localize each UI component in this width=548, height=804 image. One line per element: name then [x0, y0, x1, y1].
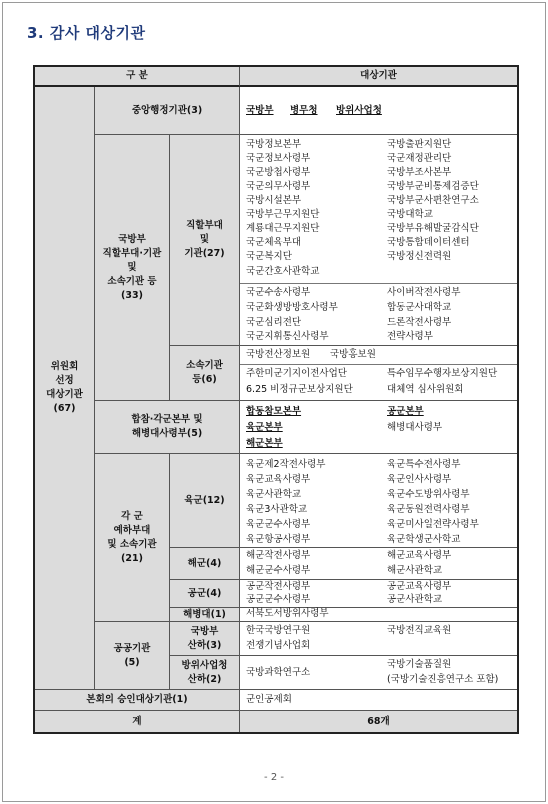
- army-unit: 육군항공사령부: [246, 534, 311, 545]
- dapa-sub-label: [170, 656, 240, 690]
- direct-unit: 국군지휘통신사령부: [246, 331, 329, 342]
- public-item: 한국국방연구원: [246, 625, 311, 636]
- public-item: 전쟁기념사업회: [246, 640, 311, 651]
- central-items: [240, 87, 517, 135]
- army-unit: 육군미사일전략사령부: [387, 519, 479, 530]
- central-item: 국방부: [246, 105, 274, 116]
- audit-target-table: [33, 65, 519, 734]
- direct-unit: 국군재정관리단: [387, 153, 452, 164]
- public-item: 국방기술품질원: [387, 659, 452, 670]
- army-unit: 육군동원전력사령부: [387, 504, 470, 515]
- army-unit: 육군인사사령부: [387, 474, 452, 485]
- army-unit: 육군학생군사학교: [387, 534, 461, 545]
- services-label-line: 및 소속기관: [107, 538, 157, 550]
- jcs-item: 해병대사령부: [387, 422, 443, 433]
- committee-line: 위원회: [50, 361, 79, 372]
- mnd-sub-label: [170, 622, 240, 656]
- public-label: [95, 622, 170, 690]
- public-label-line: 공공기관: [113, 642, 151, 654]
- jcs-label: [95, 401, 240, 454]
- page-number: - 2 -: [264, 772, 284, 783]
- jcs-list: [240, 401, 517, 454]
- airforce-unit: 공군사관학교: [387, 594, 443, 605]
- public-label-line: (5): [124, 656, 140, 668]
- navy-list: [240, 548, 517, 580]
- mnd-sub-label-line: 국방부: [190, 625, 219, 637]
- affiliated-label-line: 소속기관: [186, 360, 223, 371]
- mnd-label-line: 소속기관 등: [107, 275, 157, 287]
- airforce-unit: 공군교육사령부: [387, 581, 452, 592]
- total-label: 계: [35, 711, 240, 732]
- affiliated-item: 특수임무수행자보상지원단: [387, 368, 498, 379]
- mnd-label-line: 및: [127, 261, 137, 273]
- mnd-label-line: 직할부대·기관: [102, 247, 162, 259]
- army-unit: 육군군수사령부: [246, 519, 311, 530]
- committee-line: 선정: [55, 375, 74, 386]
- direct-unit: 국군체육부대: [246, 237, 302, 248]
- army-unit: 육군교육사령부: [246, 474, 311, 485]
- navy-unit: 해군교육사령부: [387, 550, 452, 561]
- direct-unit: 국방통합데이터센터: [387, 237, 470, 248]
- committee-line: 대상기관: [46, 389, 83, 400]
- affiliated-item: 주한미군기지이전사업단: [246, 368, 347, 379]
- army-unit: 육군수도방위사령부: [387, 489, 470, 500]
- army-unit: 육군특수전사령부: [387, 459, 461, 470]
- approval-value: 군인공제회: [246, 694, 292, 705]
- affiliated-label: [170, 346, 240, 401]
- army-unit: 육군제2작전사령부: [246, 459, 326, 470]
- direct-unit: 국군의무사령부: [246, 181, 311, 192]
- direct-unit: 국군정보사령부: [246, 153, 311, 164]
- marines-list: [240, 608, 517, 622]
- jcs-item: 육군본부: [246, 422, 283, 433]
- committee-line: (67): [53, 403, 76, 414]
- public-item: 국방전직교육원: [387, 625, 452, 636]
- affiliated-item: 대체역 심사위원회: [387, 384, 464, 395]
- direct-unit: 계룡대근무지원단: [246, 223, 320, 234]
- direct-unit: 전략사령부: [387, 331, 433, 342]
- mnd-sub-list: [240, 622, 517, 656]
- direct-unit: 국군방첩사령부: [246, 167, 311, 178]
- marines-unit: 서북도서방위사령부: [246, 608, 329, 619]
- header-target: 대상기관: [240, 67, 517, 87]
- jcs-item: 해군본부: [246, 438, 283, 449]
- direct-unit: 국방부조사본부: [387, 167, 452, 178]
- dapa-sub-list: [240, 656, 517, 690]
- jcs-label-line: 해병대사령부(5): [131, 428, 203, 439]
- navy-label: 해군(4): [170, 548, 240, 580]
- header-category: 구 분: [35, 67, 240, 87]
- mnd-label: [95, 135, 170, 401]
- marines-label: 해병대(1): [170, 608, 240, 622]
- direct-unit: 국방부유해발굴감식단: [387, 223, 479, 234]
- direct-unit: 국방출판지원단: [387, 139, 452, 150]
- jcs-item: 합동참모본부: [246, 406, 302, 417]
- direct-unit: 국방정보본부: [246, 139, 302, 150]
- direct-unit: 국방부군비통제검증단: [387, 181, 479, 192]
- mnd-label-line: 국방부: [118, 233, 146, 245]
- direct-unit: 국방부군사편찬연구소: [387, 195, 479, 206]
- central-label: 중앙행정기관(3): [95, 87, 240, 135]
- navy-unit: 해군사관학교: [387, 565, 443, 576]
- divider: [240, 283, 517, 284]
- divider: [240, 364, 517, 365]
- direct-unit: 국방부근무지원단: [246, 209, 320, 220]
- jcs-item: 공군본부: [387, 406, 424, 417]
- approval-label: 본회의 승인대상기관(1): [35, 690, 240, 711]
- direct-unit: 국군복지단: [246, 251, 292, 262]
- jcs-label-line: 합참·각군본부 및: [131, 414, 203, 425]
- direct-label-line: 및: [199, 234, 210, 245]
- airforce-unit: 공군군수사령부: [246, 594, 311, 605]
- services-label-line: 예하부대: [113, 524, 151, 536]
- mnd-label-line: (33): [121, 289, 143, 301]
- direct-unit: 국군심리전단: [246, 317, 302, 328]
- affiliated-item: 국방홍보원: [330, 349, 376, 360]
- affiliated-item: 6.25 비정규군보상지원단: [246, 384, 353, 395]
- mnd-sub-label-line: 산하(3): [187, 639, 222, 651]
- army-label: 육군(12): [170, 454, 240, 548]
- services-label-line: (21): [121, 552, 143, 564]
- total-value: 68개: [240, 711, 517, 732]
- dapa-sub-label-line: 방위사업청: [181, 659, 228, 671]
- army-unit: 육군사관학교: [246, 489, 302, 500]
- section-title: 3. 감사 대상기관: [27, 24, 146, 42]
- direct-unit: 국군화생방방호사령부: [246, 302, 338, 313]
- dapa-sub-label-line: 산하(2): [187, 673, 222, 685]
- affiliated-item: 국방전산정보원: [246, 349, 311, 360]
- direct-unit: 국방정신전력원: [387, 251, 452, 262]
- navy-unit: 해군작전사령부: [246, 550, 311, 561]
- airforce-unit: 공군작전사령부: [246, 581, 311, 592]
- approval-value-cell: [240, 690, 517, 711]
- airforce-list: [240, 580, 517, 608]
- direct-unit: 국군수송사령부: [246, 287, 311, 298]
- committee-label: [35, 87, 95, 690]
- direct-unit: 사이버작전사령부: [387, 287, 461, 298]
- navy-unit: 해군군수사령부: [246, 565, 311, 576]
- direct-label-line: 기관(27): [184, 248, 225, 259]
- direct-unit: 국방대학교: [387, 209, 433, 220]
- direct-unit: 드론작전사령부: [387, 317, 452, 328]
- affiliated-list: [240, 346, 517, 401]
- services-label: [95, 454, 170, 622]
- public-item: (국방기술진흥연구소 포함): [387, 674, 499, 685]
- public-item: 국방과학연구소: [246, 667, 311, 678]
- direct-units-list: [240, 135, 517, 346]
- direct-unit: 국군간호사관학교: [246, 266, 320, 277]
- direct-unit: 합동군사대학교: [387, 302, 452, 313]
- central-item: 방위사업청: [336, 105, 382, 116]
- direct-units-label: [170, 135, 240, 346]
- services-label-line: 각 군: [121, 510, 143, 522]
- army-unit: 육군3사관학교: [246, 504, 308, 515]
- direct-unit: 국방시설본부: [246, 195, 302, 206]
- direct-label-line: 직할부대: [186, 220, 223, 231]
- army-list: [240, 454, 517, 548]
- central-item: 병무청: [290, 105, 318, 116]
- affiliated-label-line: 등(6): [192, 374, 217, 385]
- airforce-label: 공군(4): [170, 580, 240, 608]
